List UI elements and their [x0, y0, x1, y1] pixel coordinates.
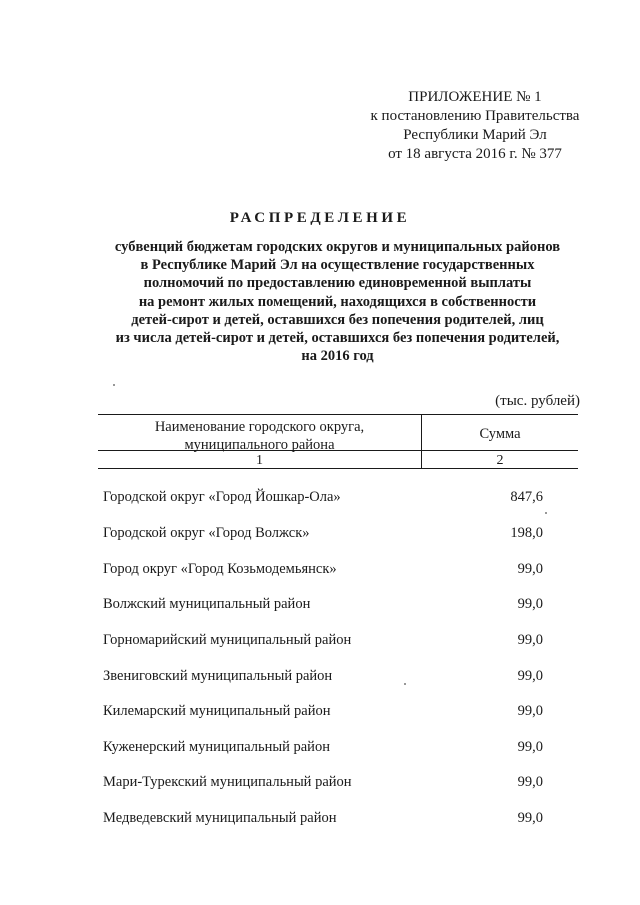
column-number-2: 2	[496, 453, 504, 468]
table-row	[103, 739, 543, 759]
subtitle-line: субвенций бюджетам городских округов и муниципальных районов	[114, 239, 561, 255]
subsidy-amount: 99,0	[517, 561, 543, 577]
appendix-republic: Республики Марий Эл	[403, 127, 547, 143]
appendix-title: ПРИЛОЖЕНИЕ № 1	[408, 89, 542, 105]
header-name-line: муниципального района	[184, 437, 335, 453]
subsidy-amount: 198,0	[510, 525, 543, 541]
scan-speck	[545, 512, 547, 514]
subtitle-line: на ремонт жилых помещений, находящихся в собственности	[138, 293, 537, 310]
appendix-resolution: к постановлению Правительства	[370, 108, 580, 124]
document-subtitle	[60, 238, 615, 365]
district-name: Город округ «Город Козьмодемьянск»	[103, 561, 337, 577]
district-name: Килемарский муниципальный район	[103, 703, 331, 719]
subtitle-line: полномочий по предоставлению единовременной выплаты	[143, 275, 532, 292]
district-name: Городской округ «Город Волжск»	[103, 525, 310, 541]
header-top-rule	[98, 414, 578, 415]
subsidy-amount: 99,0	[517, 739, 543, 755]
subtitle-line: в Республике Марий Эл на осуществление государственных	[140, 257, 535, 274]
table-header	[98, 414, 578, 469]
district-name: Мари-Турекский муниципальный район	[103, 774, 352, 790]
document-title: РАСПРЕДЕЛЕНИЕ	[229, 210, 411, 226]
district-name: Волжский муниципальный район	[103, 596, 311, 612]
appendix-block	[360, 88, 590, 164]
table-row	[103, 525, 543, 545]
district-name: Звениговский муниципальный район	[103, 668, 333, 684]
table-row	[103, 668, 543, 688]
header-name-line: Наименование городского округа,	[154, 419, 365, 435]
subsidy-amount: 99,0	[517, 703, 543, 719]
district-name: Куженерский муниципальный район	[103, 739, 330, 755]
column-number-1: 1	[256, 453, 263, 468]
subtitle-line: детей-сирот и детей, оставшихся без попечения родителей, лиц	[131, 311, 544, 328]
table-row	[103, 810, 543, 830]
scan-speck	[113, 384, 115, 386]
district-name: Городской округ «Город Йошкар-Ола»	[103, 489, 341, 505]
subsidy-amount: 99,0	[517, 596, 543, 612]
subtitle-line: на 2016 год	[301, 348, 374, 365]
subsidy-amount: 99,0	[517, 810, 543, 826]
table-row	[103, 489, 543, 509]
scan-speck	[404, 683, 406, 685]
subtitle-line: из числа детей-сирот и детей, оставшихся без попечения родителей,	[115, 330, 560, 347]
table-row	[103, 561, 543, 581]
table-row	[103, 703, 543, 723]
unit-note: (тыс. рублей)	[495, 393, 580, 409]
subsidy-amount: 847,6	[510, 489, 543, 505]
district-name: Медведевский муниципальный район	[103, 810, 337, 826]
header-sum-cell: Сумма	[479, 426, 521, 442]
appendix-date: от 18 августа 2016 г. № 377	[388, 146, 562, 162]
subsidy-amount: 99,0	[517, 774, 543, 790]
table-row	[103, 774, 543, 794]
subsidy-amount: 99,0	[517, 668, 543, 684]
table-row	[103, 632, 543, 652]
subsidy-amount: 99,0	[517, 632, 543, 648]
table-row	[103, 596, 543, 616]
header-name-cell	[98, 418, 421, 454]
district-name: Горномарийский муниципальный район	[103, 632, 352, 648]
